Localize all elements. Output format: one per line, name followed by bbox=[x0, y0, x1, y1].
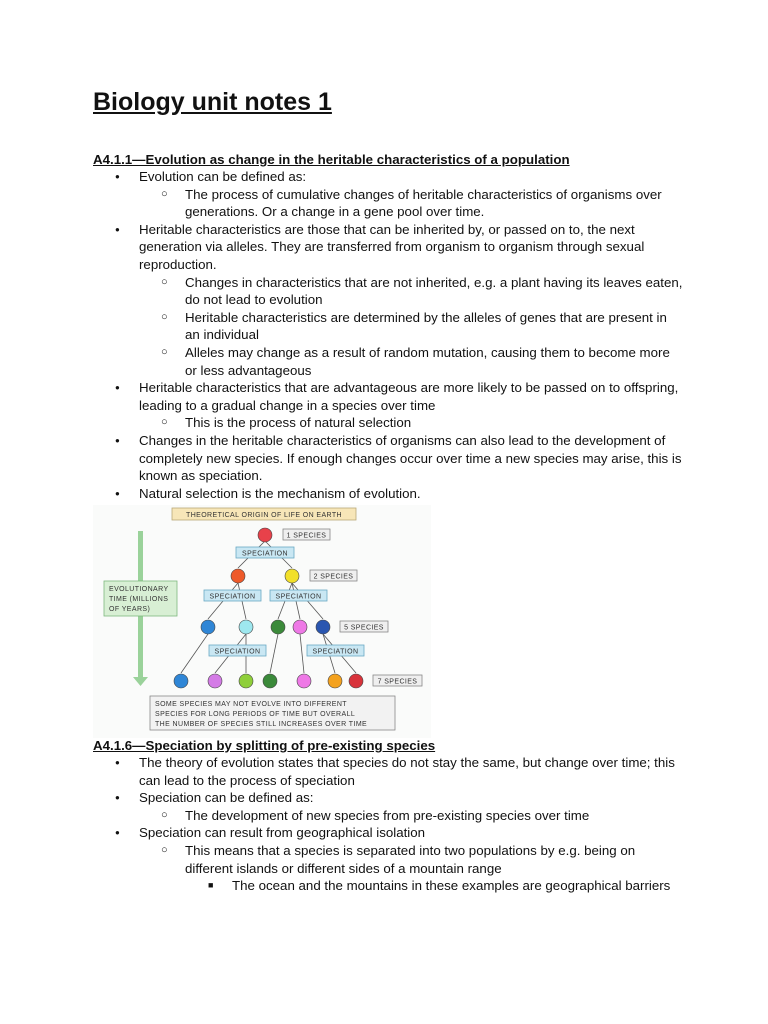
list-item-text: ● Speciation can result from geographical isolation bbox=[139, 825, 426, 841]
time-label-line: OF YEARS) bbox=[109, 606, 151, 613]
list-item-text: ● Speciation can be defined as: bbox=[139, 790, 314, 806]
speciation-label: SPECIATION bbox=[312, 648, 359, 656]
list-item-text: ● Changes in the heritable characteristics of organisms can also lead to the development of completely new species. If enough changes occur over time a new species may arise, this is known as speciation. bbox=[139, 432, 682, 484]
diagram-title: THEORETICAL ORIGIN OF LIFE ON EARTH bbox=[186, 512, 342, 519]
speciation-label: SPECIATION bbox=[275, 593, 322, 601]
species-circle bbox=[349, 674, 363, 688]
species-circle bbox=[328, 674, 342, 688]
sub-list-item-text: ○ Alleles may change as a result of random mutation, causing them to become more or less advantageous bbox=[185, 344, 670, 378]
sub-list-item bbox=[93, 414, 683, 432]
speciation-notes-list bbox=[93, 754, 683, 895]
list-item bbox=[93, 754, 683, 789]
list-item-text: ● Heritable characteristics are those that can be inherited by, or passed on to, the next generation via alleles. They are transferred from organism to organism through sexual reproduction. bbox=[139, 221, 645, 272]
species-circle bbox=[271, 620, 285, 634]
sub-list-item bbox=[93, 344, 683, 379]
sub-list-item-text: ○ Changes in characteristics that are not inherited, e.g. a plant having its leaves eaten, do not lead to evolution bbox=[185, 274, 683, 308]
time-label-line: EVOLUTIONARY bbox=[109, 586, 169, 593]
time-arrow-head bbox=[133, 677, 148, 686]
species-circle bbox=[174, 674, 188, 688]
species-circle bbox=[316, 620, 330, 634]
species-circle bbox=[201, 620, 215, 634]
sub-list-item-text: ○ This means that a species is separated into two populations by e.g. being on different islands or different sides of a mountain range bbox=[185, 842, 636, 876]
species-circle bbox=[285, 569, 299, 583]
sub-sub-list-item-text: ■ The ocean and the mountains in these examples are geographical barriers bbox=[232, 878, 671, 894]
time-label-line: TIME (MILLIONS bbox=[109, 596, 169, 603]
species-count-label: 1 SPECIES bbox=[286, 532, 327, 540]
speciation-label: SPECIATION bbox=[242, 550, 288, 558]
speciation-label: SPECIATION bbox=[214, 648, 261, 656]
sub-list-item-text: ○ This is the process of natural selection bbox=[185, 415, 412, 431]
section-heading-speciation: A4.1.6—Speciation by splitting of pre-existing species bbox=[93, 738, 436, 753]
diagram-caption-line: SOME SPECIES MAY NOT EVOLVE INTO DIFFERENT bbox=[155, 701, 347, 708]
page-title: Biology unit notes 1 bbox=[93, 88, 332, 116]
species-circle bbox=[239, 620, 253, 634]
list-item bbox=[93, 789, 683, 824]
sub-list-item bbox=[93, 274, 683, 309]
evolution-notes-list bbox=[93, 168, 683, 502]
species-circle bbox=[263, 674, 277, 688]
list-item bbox=[93, 485, 683, 503]
sub-list-item bbox=[93, 186, 683, 221]
list-item bbox=[93, 221, 683, 379]
species-circle bbox=[208, 674, 222, 688]
sub-list-item bbox=[93, 807, 683, 825]
list-item-text: ● Evolution can be defined as: bbox=[139, 169, 307, 184]
sub-list-item-text: ○ Heritable characteristics are determined by the alleles of genes that are present in an individual bbox=[185, 309, 667, 343]
list-item-text: ● The theory of evolution states that species do not stay the same, but change over time; this can lead to the process of speciation bbox=[139, 755, 675, 788]
species-circle bbox=[258, 528, 272, 542]
section-heading-evolution: A4.1.1—Evolution as change in the heritable characteristics of a population bbox=[93, 152, 570, 167]
species-circle bbox=[231, 569, 245, 583]
sub-list-item-text: ○ The development of new species from pre-existing species over time bbox=[185, 807, 590, 823]
species-count-label: 5 SPECIES bbox=[344, 624, 384, 632]
species-circle bbox=[293, 620, 307, 634]
list-item-text: ● Heritable characteristics that are advantageous are more likely to be passed on to offspring, leading to a gradual change in a species over time bbox=[139, 380, 679, 413]
speciation-label: SPECIATION bbox=[209, 593, 256, 601]
species-count-label: 7 SPECIES bbox=[377, 678, 418, 686]
list-item bbox=[93, 168, 683, 221]
list-item bbox=[93, 432, 683, 485]
species-circle bbox=[239, 674, 253, 688]
species-circle bbox=[297, 674, 311, 688]
diagram-caption-line: SPECIES FOR LONG PERIODS OF TIME BUT OVERALL bbox=[155, 711, 356, 718]
diagram-caption-line: THE NUMBER OF SPECIES STILL INCREASES OVER TIME bbox=[155, 721, 368, 728]
speciation-diagram-svg bbox=[93, 505, 431, 738]
species-count-label: 2 SPECIES bbox=[313, 573, 354, 581]
sub-list-item bbox=[93, 842, 683, 895]
list-item-text: ● Natural selection is the mechanism of evolution. bbox=[139, 485, 421, 501]
sub-list-item-text: ○ The process of cumulative changes of heritable characteristics of organisms over generations. Or a change in a gene pool over time. bbox=[185, 186, 662, 220]
list-item bbox=[93, 824, 683, 894]
speciation-diagram bbox=[93, 505, 431, 738]
sub-sub-list-item bbox=[93, 877, 683, 895]
sub-list-item bbox=[93, 309, 683, 344]
list-item bbox=[93, 379, 683, 432]
